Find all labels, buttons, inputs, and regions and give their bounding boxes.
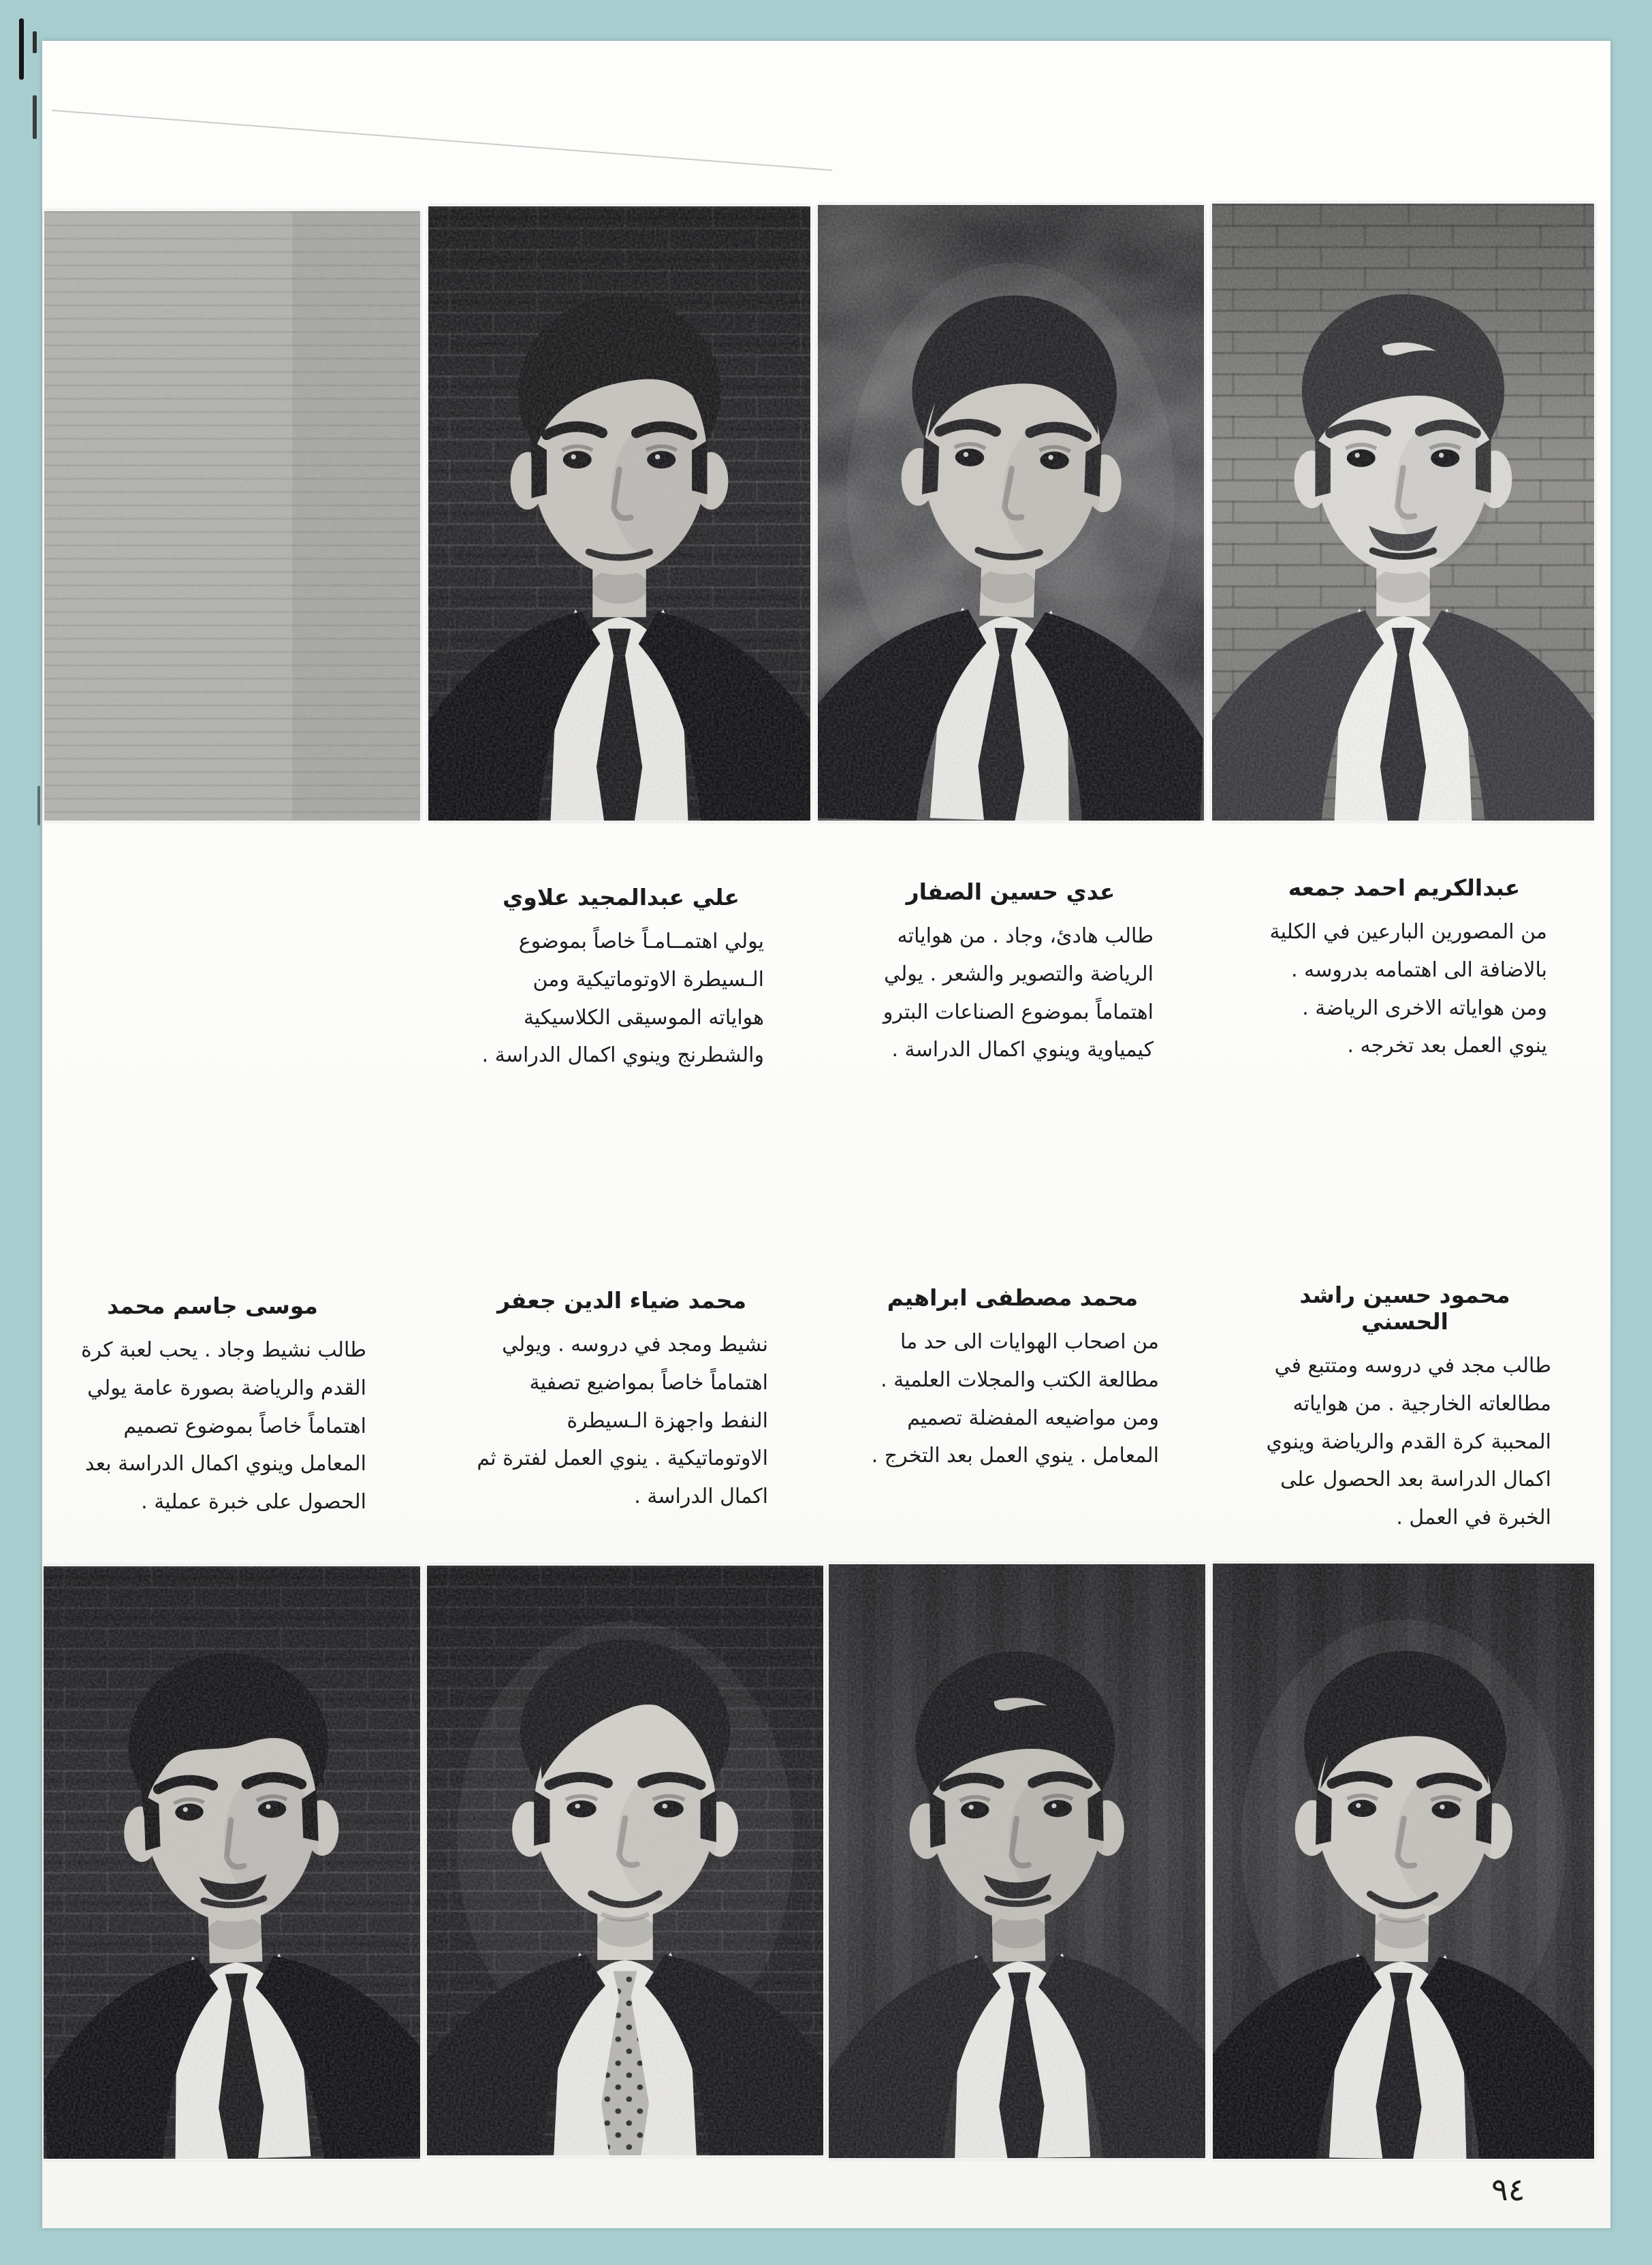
- student-bio: طالب مجد في دروسه ومتتبع في مطالعاته الخارجية . من هواياته المحببة كرة القدم والرياضة وينوي اكمال الدراسة بعد الحصول على الخبرة في العمل .: [1266, 1354, 1551, 1530]
- student-bio: طالب هادئ، وجاد . من هواياته الرياضة والتصوير والشعر . يولي اهتماماً بموضوع الصناعات البترو كيمياوية وينوي اكمال الدراسة .: [883, 924, 1154, 1062]
- student-bio: من اصحاب الهوايات الى حد ما مطالعة الكتب والمجلات العلمية . ومن مواضيعه المفضلة تصميم المعامل . ينوي العمل بعد التخرج .: [871, 1330, 1159, 1468]
- binding-mark-2: [33, 95, 37, 139]
- binding-mark-3: [37, 786, 40, 825]
- binding-mark-corner: [19, 18, 24, 80]
- student-caption-5: [475, 1287, 768, 1516]
- student-bio: نشيط ومجد في دروسه . ويولي اهتماماً خاصاً بمواضيع تصفية النفط واجهزة الـسيطرة الاوتوماتيكية . ينوي العمل لفترة ثم اكمال الدراسة .: [477, 1333, 768, 1509]
- binding-mark-1: [33, 31, 37, 53]
- student-name: محمود حسين راشد الحسني: [1299, 1282, 1510, 1335]
- student-name: عدي حسين الصفار: [906, 878, 1115, 905]
- student-name: محمد ضياء الدين جعفر: [496, 1287, 747, 1314]
- student-caption-3: [1261, 874, 1547, 1065]
- student-caption-7: [1258, 1282, 1551, 1537]
- student-caption-1: [478, 884, 764, 1075]
- student-name: علي عبدالمجيد علاوي: [503, 884, 740, 910]
- student-name: موسى جاسم محمد: [107, 1293, 318, 1319]
- photo-placeholder-texture: [44, 211, 420, 821]
- portrait-photo-6: [427, 1566, 823, 2155]
- student-caption-2: [868, 878, 1154, 1069]
- portrait-photo-3: [818, 205, 1204, 821]
- portrait-photo-4: [1212, 204, 1594, 821]
- portrait-photo-7: [829, 1564, 1205, 2158]
- student-bio: طالب نشيط وجاد . يحب لعبة كرة القدم والرياضة بصورة عامة يولي اهتماماً خاصاً بموضوع تصميم المعامل وينوي اكمال الدراسة بعد الحصول على خبرة عملية .: [80, 1338, 366, 1515]
- student-bio: يولي اهتمــامـاً خاصاً بموضوع الـسيطرة الاوتوماتيكية ومن هواياته الموسيقى الكلاسيكية والشطرنج وينوي اكمال الدراسة .: [481, 930, 764, 1068]
- student-name: محمد مصطفى ابراهيم: [887, 1284, 1139, 1311]
- student-bio: من المصورين البارعين في الكلية بالاضافة الى اهتمامه بدروسه . ومن هواياته الاخرى الرياضة . ينوي العمل بعد تخرجه .: [1269, 920, 1547, 1058]
- portrait-photo-8: [1213, 1564, 1594, 2159]
- student-name: عبدالكريم احمد جمعه: [1288, 874, 1521, 901]
- student-caption-4: [59, 1293, 366, 1521]
- portrait-photo-2: [428, 206, 810, 821]
- yearbook-page: [42, 41, 1610, 2228]
- page-number: ٩٤: [1491, 2171, 1525, 2208]
- portrait-photo-5: [44, 1566, 420, 2159]
- student-caption-6: [866, 1284, 1159, 1475]
